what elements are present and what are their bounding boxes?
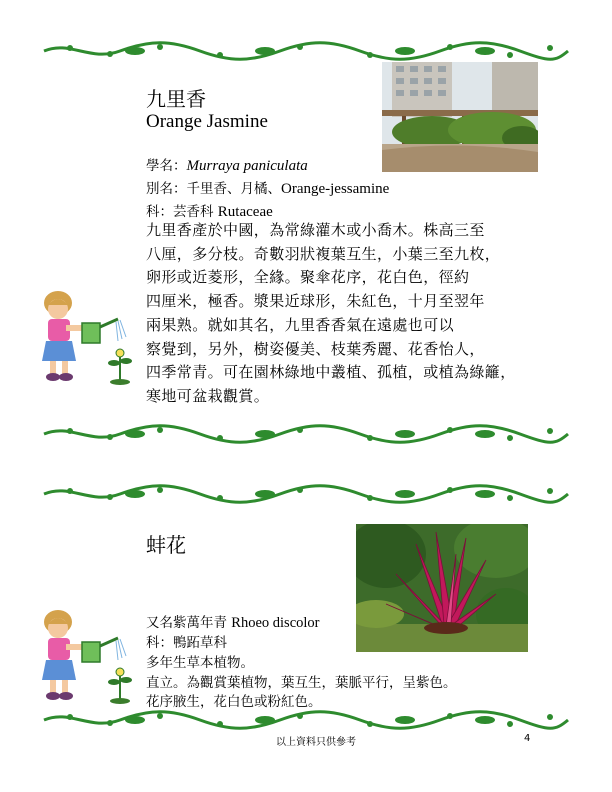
description-line: 兩果熟。就如其名，九里香香氣在遠處也可以 [146,315,455,334]
plant2-alias-latin: Rhoeo discolor [231,615,320,631]
page-number: 4 [524,733,531,744]
orange-jasmine-photo [382,62,538,172]
description-line: 四季常青。可在園林綠地中叢植、孤植，或植為綠籬， [146,363,516,382]
family-latin: Rutaceae [217,204,273,220]
family-line [146,200,273,221]
plant2-alias-line [146,611,320,632]
plant2-upright-line: 直立。為觀賞葉植物，葉互生，葉脈平行，呈紫色。 [146,675,457,691]
description-line: 察覺到，另外，樹姿優美、枝葉秀麗、花香怡人， [146,339,485,358]
description-line: 寒地可盆栽觀賞。 [146,386,270,405]
footer-note: 以上資料只供參考 [276,737,356,748]
scientific-label: 學名： [146,158,187,174]
vine-divider-middle-2 [40,483,572,505]
alias-line [146,177,389,198]
vine-divider-middle-1 [40,423,572,445]
plant1-title-en: Orange Jasmine [146,111,268,132]
description-line: 九里香產於中國，為常綠灌木或小喬木。株高三至 [146,221,485,239]
plant1-description [146,219,546,409]
plant2-alias-cn: 又名紫萬年青 [146,615,227,631]
plant1-title-cn: 九里香 [146,87,206,111]
family-label: 科： [146,204,173,220]
alias-label: 別名： [146,181,187,197]
description-line: 卵形或近菱形，全緣。聚傘花序，花白色，徑約 [146,268,470,287]
vine-divider-bottom [40,709,572,731]
family-cn: 芸香科 [173,204,214,220]
description-line: 四厘米，極香。漿果近球形，朱紅色，十月至翌年 [146,292,485,311]
plant2-habit-line: 多年生草本植物。 [146,655,254,671]
girl-watering-illustration-2 [38,608,134,708]
scientific-name: Murraya paniculata [186,158,308,174]
plant2-flower-line: 花序腋生，花白色或粉紅色。 [146,694,322,710]
plant2-family-line: 科：鴨跖草科 [146,635,227,651]
alias-cn: 千里香、月橘、 [186,181,281,197]
description-line: 八厘，多分枝。奇數羽狀複葉互生，小葉三至九枚， [146,244,501,263]
scientific-name-line [146,154,308,175]
plant2-title-cn: 蚌花 [146,533,186,557]
girl-watering-illustration [38,289,134,389]
alias-en: Orange-jessamine [281,181,390,197]
vine-divider-top [40,40,572,62]
rhoeo-discolor-photo [356,524,528,652]
